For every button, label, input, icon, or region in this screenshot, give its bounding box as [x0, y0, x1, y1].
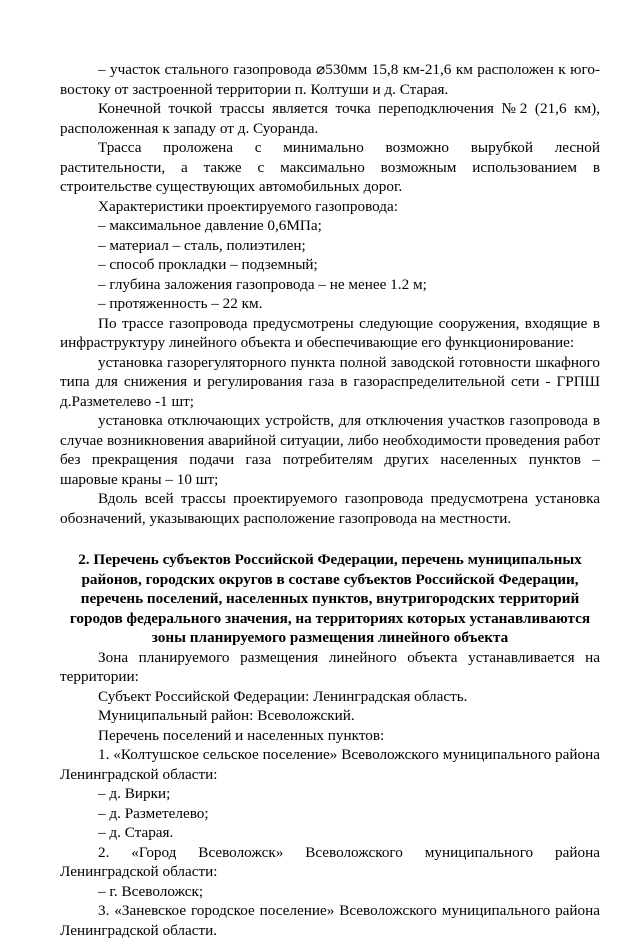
paragraph-route: Трасса проложена с минимально возможно вырубкой лесной растительности, а также с максимально возможным использованием в строительстве существующих автомобильных дорог.: [60, 139, 600, 195]
characteristic-item: – материал – сталь, полиэтилен;: [98, 236, 306, 254]
characteristic-item: – максимальное давление 0,6МПа;: [98, 217, 322, 234]
locality-item: – д. Вирки;: [98, 785, 171, 802]
settlement-item: 3. «Заневское городское поселение» Всеволожского муниципального района Ленинградской области.: [60, 902, 600, 939]
locality-item: – г. Всеволожск;: [98, 882, 204, 900]
settlement-item: 2. «Город Всеволожск» Всеволожского муниципального района Ленинградской области:: [60, 843, 600, 880]
paragraph-zone: Зона планируемого размещения линейного объекта устанавливается на территории:: [60, 648, 600, 685]
paragraph-pipeline-segment: – участок стального газопровода ⌀530мм 15,8 км-21,6 км расположен к юго-востоку от застроенной территории п. Колтуши и д. Старая.: [60, 61, 600, 98]
paragraph-district: Муниципальный район: Всеволожский.: [98, 707, 355, 724]
section-heading: 2. Перечень субъектов Российской Федерации, перечень муниципальных районов, городских округов в составе субъектов Российской Федерации, перечень поселений, населенных пунктов, внутригородских территорий городов федерального значения, на территориях которых устанавливаются зоны планируемого размещения линейного объекта: [69, 551, 591, 646]
settlement-item: 1. «Колтушское сельское поселение» Всеволожского муниципального района Ленинградской области:: [60, 746, 600, 783]
locality-item: – д. Старая.: [98, 824, 174, 841]
characteristic-item: – протяженность – 22 км.: [98, 295, 263, 312]
paragraph-structures: По трассе газопровода предусмотрены следующие сооружения, входящие в инфраструктуру линейного объекта и обеспечивающие его функционирование:: [60, 314, 600, 351]
paragraph-endpoint: Конечной точкой трассы является точка переподключения №2 (21,6 км), расположенная к западу от д. Суоранда.: [60, 100, 600, 137]
locality-item: – д. Разметелево;: [98, 804, 209, 822]
paragraph-markers: Вдоль всей трассы проектируемого газопровода предусмотрена установка обозначений, указывающих расположение газопровода на местности.: [60, 490, 600, 527]
characteristic-item: – глубина заложения газопровода – не менее 1.2 м;: [98, 275, 427, 293]
characteristics-title: Характеристики проектируемого газопровода:: [98, 197, 398, 215]
paragraph-grpsh: установка газорегуляторного пункта полной заводской готовности шкафного типа для снижения и регулирования газа в газораспределительной сети - ГРПШ д.Разметелево -1 шт;: [60, 353, 600, 410]
characteristic-item: – способ прокладки – подземный;: [98, 256, 318, 273]
paragraph-shutoff-devices: установка отключающих устройств, для отключения участков газопровода в случае возникновения аварийной ситуации, либо необходимости проведения работ без прекращения подачи газа потребителям других населенных пунктов – шаровые краны – 10 шт;: [60, 412, 600, 488]
paragraph-list-title: Перечень поселений и населенных пунктов:: [98, 726, 385, 744]
paragraph-subject: Субъект Российской Федерации: Ленинградская область.: [98, 687, 468, 705]
document-body: [60, 60, 600, 940]
